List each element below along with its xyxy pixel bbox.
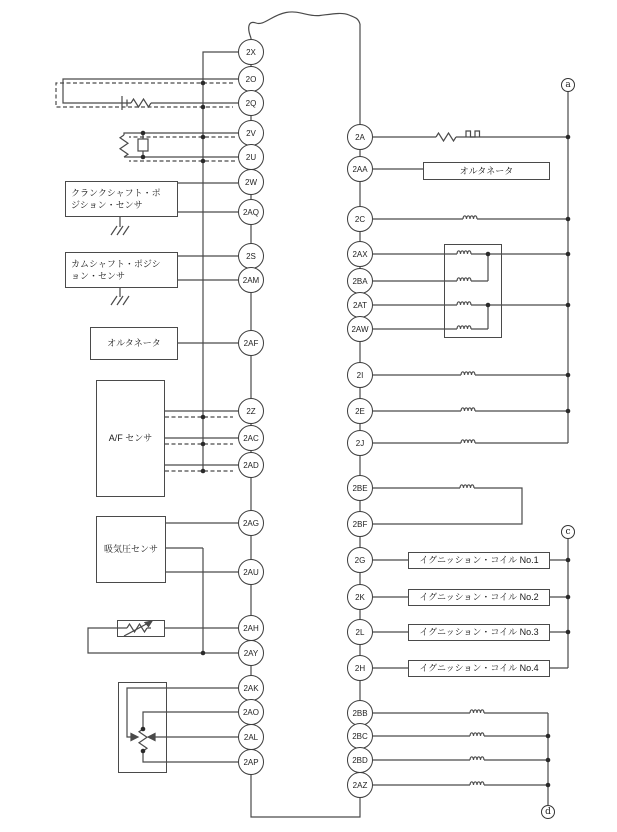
pcm-pin	[347, 362, 373, 388]
pcm-pin-label: 2A	[355, 132, 365, 142]
pcm-pin	[238, 90, 264, 116]
pcm-pin	[347, 292, 373, 318]
component-box	[65, 252, 178, 288]
continuation-marker-letter: a	[565, 80, 571, 90]
left-shield-bus	[203, 52, 238, 653]
pcm-pin	[238, 749, 264, 775]
pcm-pin	[347, 206, 373, 232]
afs-heater-circuit	[373, 131, 568, 141]
pcm-pin	[347, 747, 373, 773]
pcm-pin	[238, 640, 264, 666]
pcm-pin-label: 2AZ	[352, 780, 368, 790]
pcm-pin	[238, 452, 264, 478]
component-box-label: オルタネータ	[459, 165, 514, 176]
pcm-pin-label: 2BD	[352, 755, 368, 765]
component-box	[444, 244, 502, 338]
pcm-pin-label: 2AW	[351, 324, 369, 334]
pcm-pin-label: 2E	[355, 406, 365, 416]
continuation-marker	[561, 525, 575, 539]
pcm-pin-label: 2AQ	[242, 207, 259, 217]
pcm-pin	[238, 120, 264, 146]
pcm-pin-label: 2AU	[243, 567, 259, 577]
pcm-pin-label: 2AO	[242, 707, 259, 717]
pcm-pin-label: 2AA	[352, 164, 368, 174]
pcm-pin-label: 2Q	[245, 98, 257, 108]
pcm-pin	[238, 199, 264, 225]
pcm-pin-label: 2W	[245, 177, 257, 187]
pcm-pin	[347, 241, 373, 267]
continuation-marker	[561, 78, 575, 92]
pcm-pin	[347, 124, 373, 150]
pcm-pin	[347, 475, 373, 501]
pcm-pin-label: 2AD	[243, 460, 259, 470]
pcm-pin	[238, 243, 264, 269]
pcm-pin	[347, 398, 373, 424]
knock-sensor-wiring	[120, 133, 240, 161]
component-box-label: 吸気圧センサ	[103, 544, 158, 555]
component-box	[408, 660, 550, 677]
pcm-pin	[238, 724, 264, 750]
continuation-marker	[541, 805, 555, 819]
pcm-pin-label: 2O	[245, 74, 257, 84]
o2-sensor-wiring	[56, 79, 238, 110]
component-box	[65, 181, 178, 217]
pcm-pin	[238, 559, 264, 585]
pcm-pin-label: 2C	[354, 214, 366, 224]
component-box	[408, 589, 550, 606]
ocv-circuit	[373, 408, 568, 411]
pcm-pin-label: 2X	[246, 47, 256, 57]
component-box	[90, 327, 178, 360]
pcm-pin-label: 2AC	[243, 433, 259, 443]
component-box	[96, 380, 165, 497]
component-box-label: イグニッション・コイル No.4	[419, 663, 539, 674]
pcm-pin-label: 2AF	[243, 338, 259, 348]
pcm-pin	[347, 156, 373, 182]
af-sensor-wiring	[165, 411, 238, 471]
pcm-pin-label: 2AG	[242, 518, 259, 528]
pcm-pin	[347, 723, 373, 749]
component-box-label: イグニッション・コイル No.1	[419, 555, 539, 566]
component-box	[423, 162, 550, 180]
pcm-pin-label: 2L	[355, 627, 365, 637]
throttle-actuator-circuit	[373, 485, 522, 524]
component-box-label: オルタネータ	[107, 338, 161, 349]
pcm-pin	[238, 398, 264, 424]
pcm-pin-label: 2U	[245, 152, 257, 162]
pcm-pin-label: 2BA	[352, 276, 368, 286]
pcm-pin	[238, 425, 264, 451]
pcm-pin	[347, 511, 373, 537]
continuation-squiggle	[249, 12, 360, 38]
pcm-pin	[238, 615, 264, 641]
component-box	[96, 516, 166, 583]
component-box	[117, 620, 165, 637]
pcm-pin-label: 2BB	[352, 708, 368, 718]
pcm-pin-label: 2AT	[352, 300, 368, 310]
purge-solenoid-circuit	[373, 216, 568, 219]
component-box-label: A/F センサ	[108, 433, 153, 444]
pcm-pin-label: 2AM	[242, 275, 260, 285]
fuel-injector-circuits	[373, 710, 548, 785]
pcm-pin	[238, 330, 264, 356]
component-box	[408, 624, 550, 641]
pcm-pin	[347, 547, 373, 573]
component-box-label: イグニッション・コイル No.2	[419, 592, 539, 603]
pcm-pin	[347, 584, 373, 610]
component-box	[118, 682, 167, 773]
pcm-pin-label: 2Z	[246, 406, 256, 416]
continuation-marker-letter: c	[565, 527, 571, 537]
pcm-pin-label: 2S	[246, 251, 256, 261]
continuation-marker-letter: d	[545, 807, 551, 817]
pcm-pin	[238, 39, 264, 65]
pcm-pin	[238, 66, 264, 92]
pcm-pin-label: 2BC	[352, 731, 368, 741]
pcm-pin	[347, 430, 373, 456]
pcm-pin	[347, 316, 373, 342]
pcm-pin-label: 2AL	[243, 732, 259, 742]
pcm-pin-label: 2AY	[243, 648, 259, 658]
pcm-pin-label: 2G	[354, 555, 366, 565]
pcm-pin	[238, 169, 264, 195]
pcm-pin	[238, 510, 264, 536]
pcm-pin-label: 2AH	[243, 623, 259, 633]
pcm-pin-label: 2AP	[243, 757, 259, 767]
pcm-pin	[238, 675, 264, 701]
pcm-pin-label: 2V	[246, 128, 256, 138]
pcm-pin-label: 2BF	[352, 519, 368, 529]
pcm-pin	[238, 267, 264, 293]
pcm-pin-label: 2K	[355, 592, 365, 602]
component-box-label: イグニッション・コイル No.3	[419, 627, 539, 638]
component-box-label: カムシャフト・ポジシ ョン・センサ	[71, 258, 161, 281]
pcm-pin	[347, 268, 373, 294]
ignition-coil-circuits	[373, 560, 568, 668]
component-box	[408, 552, 550, 569]
map-sensor-wiring	[166, 523, 238, 572]
pcm-pin-label: 2AX	[352, 249, 368, 259]
pcm-pin-label: 2AK	[243, 683, 259, 693]
pcm-pin	[347, 619, 373, 645]
pcm-pin-label: 2H	[354, 663, 366, 673]
pcm-pin	[347, 655, 373, 681]
pcm-pin-label: 2J	[355, 438, 365, 448]
pcm-pin-label: 2BE	[352, 483, 368, 493]
component-box-label: クランクシャフト・ポ ジション・センサ	[71, 187, 161, 210]
tumble-solenoid-circuit	[373, 372, 568, 375]
pcm-pin	[238, 699, 264, 725]
pcm-pin	[238, 144, 264, 170]
pcm-pin	[347, 772, 373, 798]
pcm-pin-label: 2I	[356, 370, 364, 380]
pcm-connector-chain	[251, 24, 360, 817]
intake-solenoid-circuit	[373, 440, 568, 443]
